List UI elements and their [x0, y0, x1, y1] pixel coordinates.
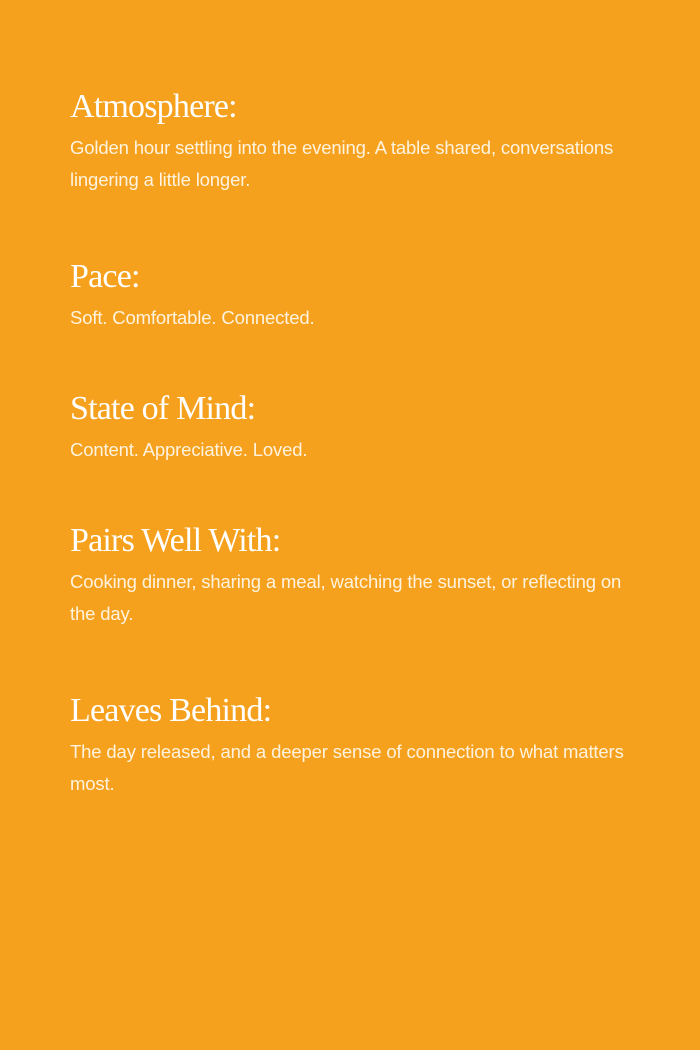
state-of-mind-section: [70, 390, 630, 466]
pace-section: [70, 258, 630, 334]
pairs-well-with-heading: Pairs Well With:: [70, 522, 281, 559]
leaves-behind-section: [70, 692, 630, 800]
pace-description: Soft. Comfortable. Connected.: [70, 307, 315, 328]
leaves-behind-heading: Leaves Behind:: [70, 692, 272, 729]
pace-heading: Pace:: [70, 258, 140, 295]
atmosphere-section: [70, 88, 630, 196]
leaves-behind-description: The day released, and a deeper sense of connection to what matters most.: [70, 741, 624, 794]
state-of-mind-heading: State of Mind:: [70, 390, 256, 427]
pairs-well-with-section: [70, 522, 630, 630]
atmosphere-heading: Atmosphere:: [70, 88, 237, 125]
atmosphere-description: Golden hour settling into the evening. A table shared, conversations lingering a little longer.: [70, 137, 614, 190]
pairs-well-with-description: Cooking dinner, sharing a meal, watching the sunset, or reflecting on the day.: [70, 571, 622, 624]
state-of-mind-description: Content. Appreciative. Loved.: [70, 439, 308, 460]
